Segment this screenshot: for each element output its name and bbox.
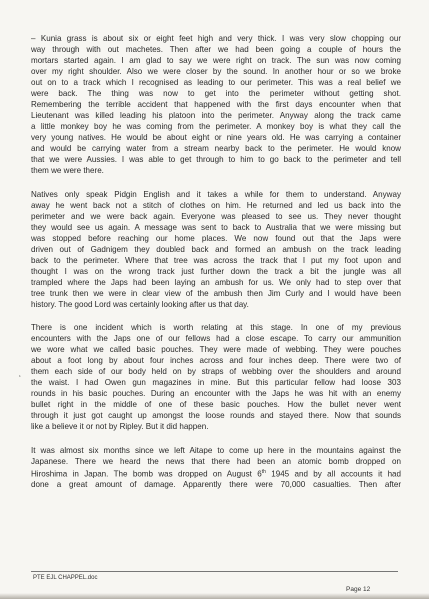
footer-divider (31, 571, 398, 572)
document-body (31, 33, 401, 503)
text-line: encounters with the Japs one of our fellows had a close escape. To carry our ammunition (31, 334, 401, 343)
text-line: history. The good Lord was certainly looking after us that day. (31, 299, 249, 309)
text-line: It was almost six months since we left Aitape to come up here in the mountains against the (31, 445, 401, 455)
paragraph (31, 189, 401, 310)
text-line: – Kunia grass is about six or eight feet high and very thick. I was very slow chopping our (31, 34, 401, 43)
text-line: driven out of Gadnigem they doubled back and formed an ambush on the track leading (31, 244, 401, 254)
text-segment: 1945 and by all accounts it had (265, 469, 401, 479)
text-line: thought I was on the wrong track just further down the track a bit the jungle was all (31, 266, 401, 276)
text-line: rounds in his basic pouches. During an encounter with the Japs he was hit with an enemy (31, 389, 401, 398)
text-line: trampled where the Japs had been laying an ambush for us. We only had to step over that (31, 277, 401, 287)
text-line: like a believe it or not by Ripley. But it did happen. (31, 422, 209, 431)
text-line: the waist. I had Owen gun magazines in mine. But this particular fellow had loose 303 (31, 378, 401, 387)
footer-filename: PTE EJL CHAPPEL.doc (33, 575, 98, 581)
text-line: that we were Aussies. I was able to get through to him to go back to the perimeter and tell (31, 155, 401, 164)
text-line: through it just got caught up amongst the loose rounds and stayed there. Now that sounds (31, 411, 401, 420)
text-line: they would see us again. A message was sent to back to Australia that we were missing but (31, 222, 401, 232)
page-edge-shadow (0, 593, 429, 599)
stray-mark: ‘ (19, 374, 21, 383)
text-line: done a great amount of damage. Apparently there were 70,000 casualties. Then after (31, 480, 401, 490)
text-line (31, 467, 401, 480)
footer-page-number: Page 12 (346, 586, 371, 593)
text-line: them each side of our body held on by straps of webbing over the shoulders and around (31, 367, 401, 376)
text-line: bullet right in the middle of one of these basic pouches. How the bullet never went (31, 400, 401, 409)
text-line: we wore what we called basic pouches. They were made of webbing. They were pouches (31, 345, 401, 354)
ordinal-suffix: th (261, 468, 266, 475)
text-line: about a foot long by about four inches across and four inches deep. There were two of (31, 356, 401, 365)
text-line: Lieutenant was killed leading his platoon into the perimeter. Anyway along the track came (31, 111, 401, 120)
text-line: Natives only speak Pidgin English and it takes a while for them to understand. Anyway (31, 189, 401, 199)
text-line: Japanese. There we heard the news that there had been an atomic bomb dropped on (31, 456, 401, 466)
text-line: over my right shoulder. Also we were closer by the sound. In another hour or so we broke (31, 67, 401, 76)
text-line: way through with out machetes. Then after we had been going a couple of hours the (31, 45, 401, 54)
text-line: Remembering the terrible accident that happened with the first days encounter when that (31, 100, 401, 109)
paragraph (31, 33, 401, 176)
text-line: tree trunk then we were in clear view of the ambush then Jim Curly and I would have been (31, 288, 401, 298)
paragraph (31, 322, 401, 432)
text-line: There is one incident which is worth relating at this stage. In one of my previous (31, 323, 401, 332)
text-line: a little monkey boy he was coming from the perimeter. A monkey boy is what they call the (31, 122, 401, 131)
text-line: very young natives. He would be about eight or nine years old. He was carrying a container (31, 133, 401, 142)
text-line: them we were there. (31, 166, 104, 175)
text-line: was stopped before reaching our home places. We now found out that the Japs were (31, 233, 401, 243)
text-line: mortars started again. I am glad to say we were right on track. The sun was now coming (31, 56, 401, 65)
text-line: out on to a track which I recognised as leading to our perimeter. This was a real belief we (31, 78, 401, 87)
text-line: away he went back not a stitch of clothes on him. He returned and led us back into the (31, 200, 401, 210)
text-line: were back. The thing was now to get into the perimeter without getting shot. (31, 89, 401, 98)
text-segment: Hiroshima in Japan. The bomb was dropped on August 6 (31, 469, 262, 479)
paragraph (31, 445, 401, 491)
text-line: perimeter and we were back again. Everyone was pleased to see us. They never thought (31, 211, 401, 221)
text-line: and would be carrying water from a stream nearby back to the perimeter. He would know (31, 144, 401, 153)
text-line: back to the perimeter. Where that tree was across the track that I put my foot upon and (31, 255, 401, 265)
